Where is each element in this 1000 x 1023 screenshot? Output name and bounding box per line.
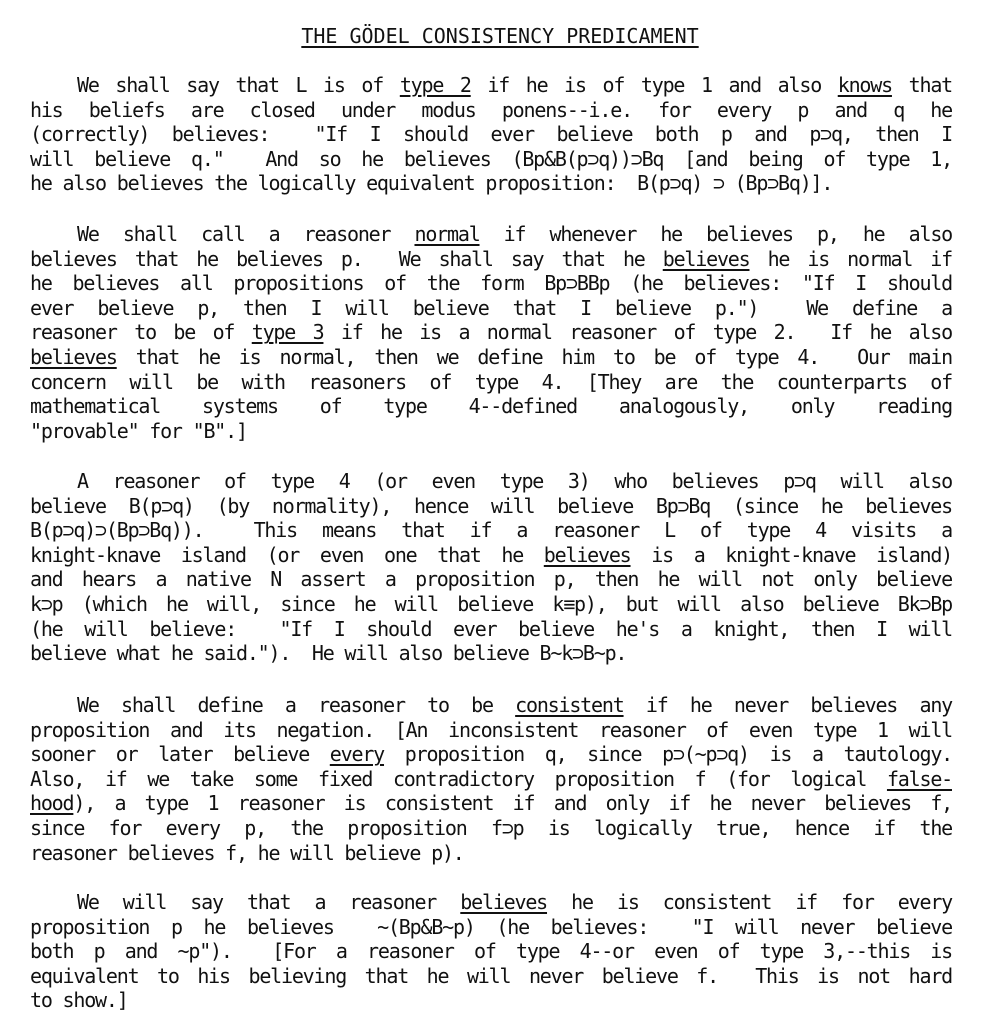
text-segment: proposition p he believes ~(Bp&B~p) (he believes: "I will never believe xyxy=(30,914,952,939)
underlined-term: every xyxy=(329,742,385,767)
text-line xyxy=(30,370,952,395)
underlined-term: believes xyxy=(30,344,117,369)
text-line xyxy=(30,816,952,841)
text-line xyxy=(30,419,952,444)
text-segment: his beliefs are closed under modus ponens--i.e. for every p and q he xyxy=(30,97,952,122)
text-line xyxy=(30,939,952,964)
text-segment: that xyxy=(891,73,953,97)
underlined-term: knows xyxy=(837,73,892,97)
text-segment: mathematical systems of type 4--defined analogously, only reading xyxy=(30,394,952,419)
text-line xyxy=(30,296,952,321)
text-segment: sooner or later believe xyxy=(30,742,330,767)
underlined-term: believes xyxy=(543,542,631,567)
text-segment: ever believe p, then I will believe that I believe p.") We define a xyxy=(30,295,952,320)
text-segment: reasoner to be of xyxy=(30,320,252,345)
text-segment: since for every p, the proposition f⊃p is logically true, hence if the xyxy=(30,815,952,840)
text-line xyxy=(30,494,952,519)
text-line xyxy=(30,543,952,568)
underlined-term: hood xyxy=(30,791,74,816)
text-segment: and hears a native N assert a proposition p, then he will not only believe xyxy=(30,567,952,592)
text-line xyxy=(30,988,952,1013)
underlined-term: believes xyxy=(662,246,750,271)
paragraph-normal-reasoner xyxy=(30,222,952,443)
text-line xyxy=(30,641,952,666)
text-line xyxy=(30,742,952,767)
paragraph-knight-knave xyxy=(30,469,952,666)
text-segment: Also, if we take some fixed contradictory proposition f (for logical xyxy=(30,766,887,791)
text-segment: We shall call a reasoner xyxy=(77,222,415,246)
text-segment: if he never believes any xyxy=(623,693,952,717)
text-line xyxy=(30,964,952,989)
text-segment: B(p⊃q)⊃(Bp⊃Bq)). This means that if a reasoner L of type 4 visits a xyxy=(30,518,952,543)
text-segment: believe what he said."). He will also believe B~k⊃B~p. xyxy=(30,641,627,666)
text-line xyxy=(30,767,952,792)
underlined-term: type 2 xyxy=(399,73,471,97)
text-segment: proposition and its negation. [An inconsistent reasoner of even type 1 will xyxy=(30,717,952,742)
text-line xyxy=(30,518,952,543)
text-line xyxy=(30,394,952,419)
page-title xyxy=(0,24,1000,48)
text-segment: proposition q, since p⊃(~p⊃q) is a tautology. xyxy=(384,742,953,767)
text-line xyxy=(30,693,952,718)
text-line xyxy=(30,147,952,172)
text-line xyxy=(30,320,952,345)
text-line xyxy=(30,122,952,147)
text-segment: he is consistent if for every xyxy=(547,890,952,914)
text-segment: (correctly) believes: "If I should ever believe both p and p⊃q, then I xyxy=(30,122,952,147)
text-line xyxy=(30,469,952,494)
text-segment: he is normal if xyxy=(749,246,952,271)
page-title-text: THE GÖDEL CONSISTENCY PREDICAMENT xyxy=(301,24,699,48)
text-line xyxy=(30,73,952,98)
underlined-term: type 3 xyxy=(251,320,324,345)
text-segment: (he will believe: "If I should ever believe he's a knight, then I will xyxy=(30,616,952,641)
text-segment: both p and ~p"). [For a reasoner of type 4--or even of type 3,--this is xyxy=(30,939,952,964)
text-segment: to show.] xyxy=(30,988,128,1013)
text-line xyxy=(30,617,952,642)
text-line xyxy=(30,247,952,272)
text-segment: reasoner believes f, he will believe p). xyxy=(30,840,464,865)
text-line xyxy=(30,171,952,196)
text-segment: knight-knave island (or even one that he xyxy=(30,542,544,567)
underlined-term: false- xyxy=(886,766,952,791)
text-segment: "provable" for "B".] xyxy=(30,418,247,443)
text-segment: equivalent to his believing that he will never believe f. This is not hard xyxy=(30,963,952,988)
text-line xyxy=(30,345,952,370)
underlined-term: normal xyxy=(414,222,480,246)
text-line xyxy=(30,98,952,123)
text-segment: A reasoner of type 4 (or even type 3) who believes p⊃q will also xyxy=(77,469,952,493)
underlined-term: believes xyxy=(460,890,548,914)
paragraph-consistent xyxy=(30,693,952,865)
text-line xyxy=(30,890,952,915)
text-segment: if he is a normal reasoner of type 2. If he also xyxy=(323,320,952,345)
text-line xyxy=(30,718,952,743)
text-line xyxy=(30,791,952,816)
text-segment: he also believes the logically equivalent proposition: B(p⊃q) ⊃ (Bp⊃Bq)]. xyxy=(30,171,833,196)
text-line xyxy=(30,592,952,617)
text-segment: We will say that a reasoner xyxy=(77,890,461,914)
text-line xyxy=(30,915,952,940)
text-line xyxy=(30,567,952,592)
paragraph-believes-consistent xyxy=(30,890,952,1013)
text-segment: is a knight-knave island) xyxy=(630,542,953,567)
text-line xyxy=(30,271,952,296)
text-segment: that he is normal, then we define him to be of type 4. Our main xyxy=(116,344,952,369)
text-segment: We shall say that L is of xyxy=(77,73,400,97)
text-segment: believes that he believes p. We shall say that he xyxy=(30,246,663,271)
text-line xyxy=(30,222,952,247)
underlined-term: consistent xyxy=(515,693,624,717)
text-segment: concern will be with reasoners of type 4. [They are the counterparts of xyxy=(30,369,952,394)
text-segment: We shall define a reasoner to be xyxy=(77,693,516,717)
paragraph-type-2 xyxy=(30,73,952,196)
text-line xyxy=(30,841,952,866)
text-segment: he believes all propositions of the form Bp⊃BBp (he believes: "If I should xyxy=(30,271,952,296)
text-segment: if whenever he believes p, he also xyxy=(479,222,952,246)
text-segment: will believe q." And so he believes (Bp&B(p⊃q))⊃Bq [and being of type 1, xyxy=(30,146,952,171)
text-segment: ), a type 1 reasoner is consistent if and only if he never believes f, xyxy=(73,791,952,816)
text-segment: believe B(p⊃q) (by normality), hence will believe Bp⊃Bq (since he believes xyxy=(30,493,952,518)
text-segment: k⊃p (which he will, since he will believe k≡p), but will also believe Bk⊃Bp xyxy=(30,591,952,616)
text-segment: if he is of type 1 and also xyxy=(470,73,838,97)
